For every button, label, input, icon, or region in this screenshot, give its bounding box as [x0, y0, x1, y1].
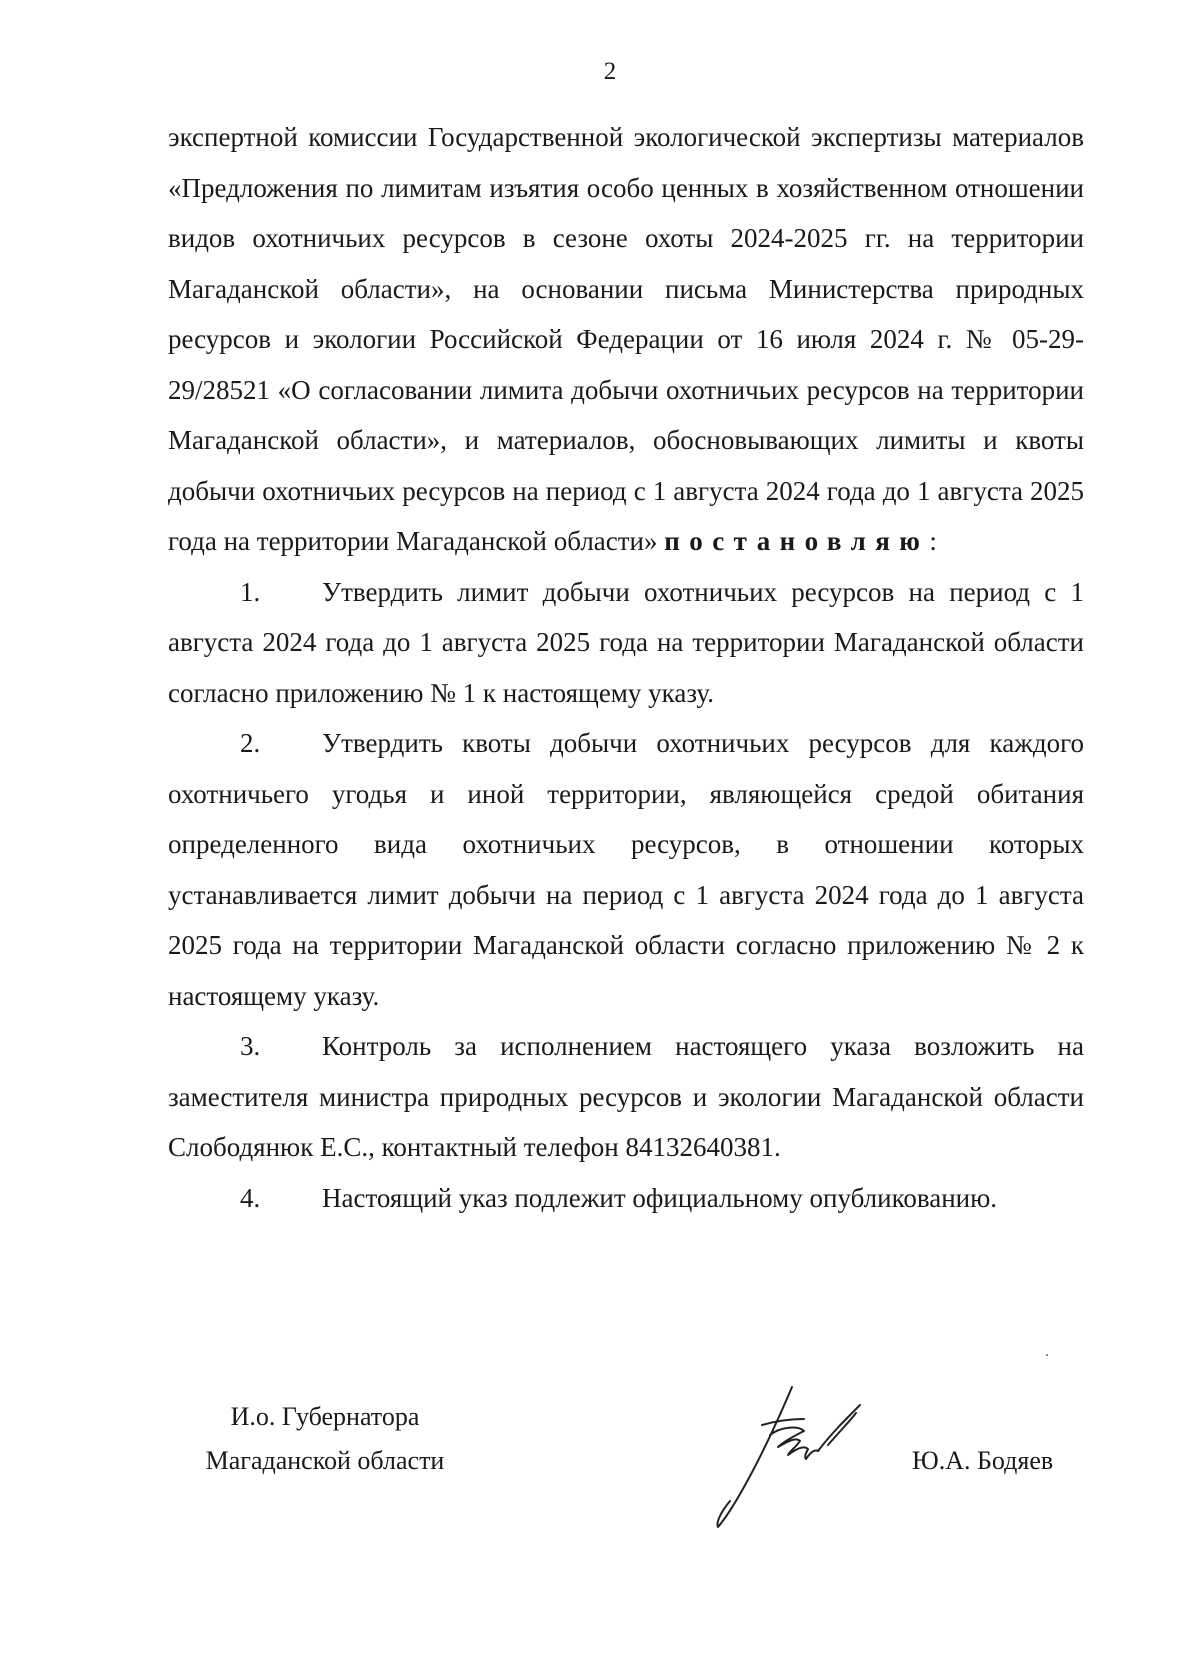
- page-number: 2: [603, 58, 617, 85]
- item-text: Контроль за исполнением настоящего указа возложить на заместителя министра природных ресурсов и экологии Магаданской области Слободянюк Е.С., контактный телефон 84132640381.: [168, 1031, 1084, 1162]
- decree-item-3: [168, 1021, 1084, 1173]
- decree-item-4: [168, 1173, 1084, 1224]
- item-number: 2.: [240, 728, 261, 758]
- item-number: 3.: [240, 1031, 261, 1061]
- signatory-title-line-1: И.о. Губернатора: [230, 1402, 420, 1431]
- signature-stroke-cross: [762, 1419, 804, 1425]
- decree-body: [168, 112, 1084, 1223]
- signatory-title: [175, 1395, 475, 1483]
- signature-stroke-loop: [770, 1428, 818, 1459]
- item-text: Утвердить лимит добычи охотничьих ресурсов на период с 1 августа 2024 года до 1 августа 2025 года на территории Магаданской области согласно приложению № 1 к настоящему указу.: [168, 576, 1084, 708]
- intro-text: экспертной комиссии Государственной экологической экспертизы материалов «Предложения по лимитам изъятия особо ценных в хозяйственном отношении видов охотничьих ресурсов в сезоне охоты 2024-2025 гг. на территории Магаданской области», на основании письма Министерства природных ресурсов и экологии Российской Федерации от 16 июля 2024 г. № 05-29-29/28521 «О согласовании лимита добычи охотничьих ресурсов на территории Магаданской области», и материалов, обосновывающих лимиты и квоты добычи охотничьих ресурсов на период с 1 августа 2024 года до 1 августа 2025 года на территории Магаданской области»: [168, 122, 1084, 556]
- item-number: 1.: [240, 576, 261, 607]
- signature-block: [0, 1395, 1200, 1595]
- signatory-name: Ю.А. Бодяев: [912, 1446, 1054, 1475]
- scan-speck: [1046, 1354, 1048, 1356]
- item-text: Настоящий указ подлежит официальному опубликованию.: [322, 1182, 998, 1213]
- item-number: 4.: [240, 1182, 261, 1213]
- handwritten-signature: [700, 1375, 890, 1535]
- decree-item-1: [168, 567, 1084, 719]
- signature-stroke-main: [718, 1387, 793, 1527]
- decree-item-2: [168, 718, 1084, 1021]
- signature-stroke-tail: [818, 1405, 860, 1451]
- decree-word: постановляю: [664, 526, 930, 556]
- intro-paragraph: [168, 112, 1084, 567]
- signatory-title-line-2: Магаданской области: [205, 1446, 445, 1475]
- decree-colon: :: [929, 526, 937, 556]
- item-text: Утвердить квоты добычи охотничьих ресурсов для каждого охотничьего угодья и иной территории, являющейся средой обитания определенного вида охотничьих ресурсов, в отношении которых устанавливается лимит добычи на период с 1 августа 2024 года до 1 августа 2025 года на территории Магаданской области согласно приложению № 2 к настоящему указу.: [168, 728, 1084, 1011]
